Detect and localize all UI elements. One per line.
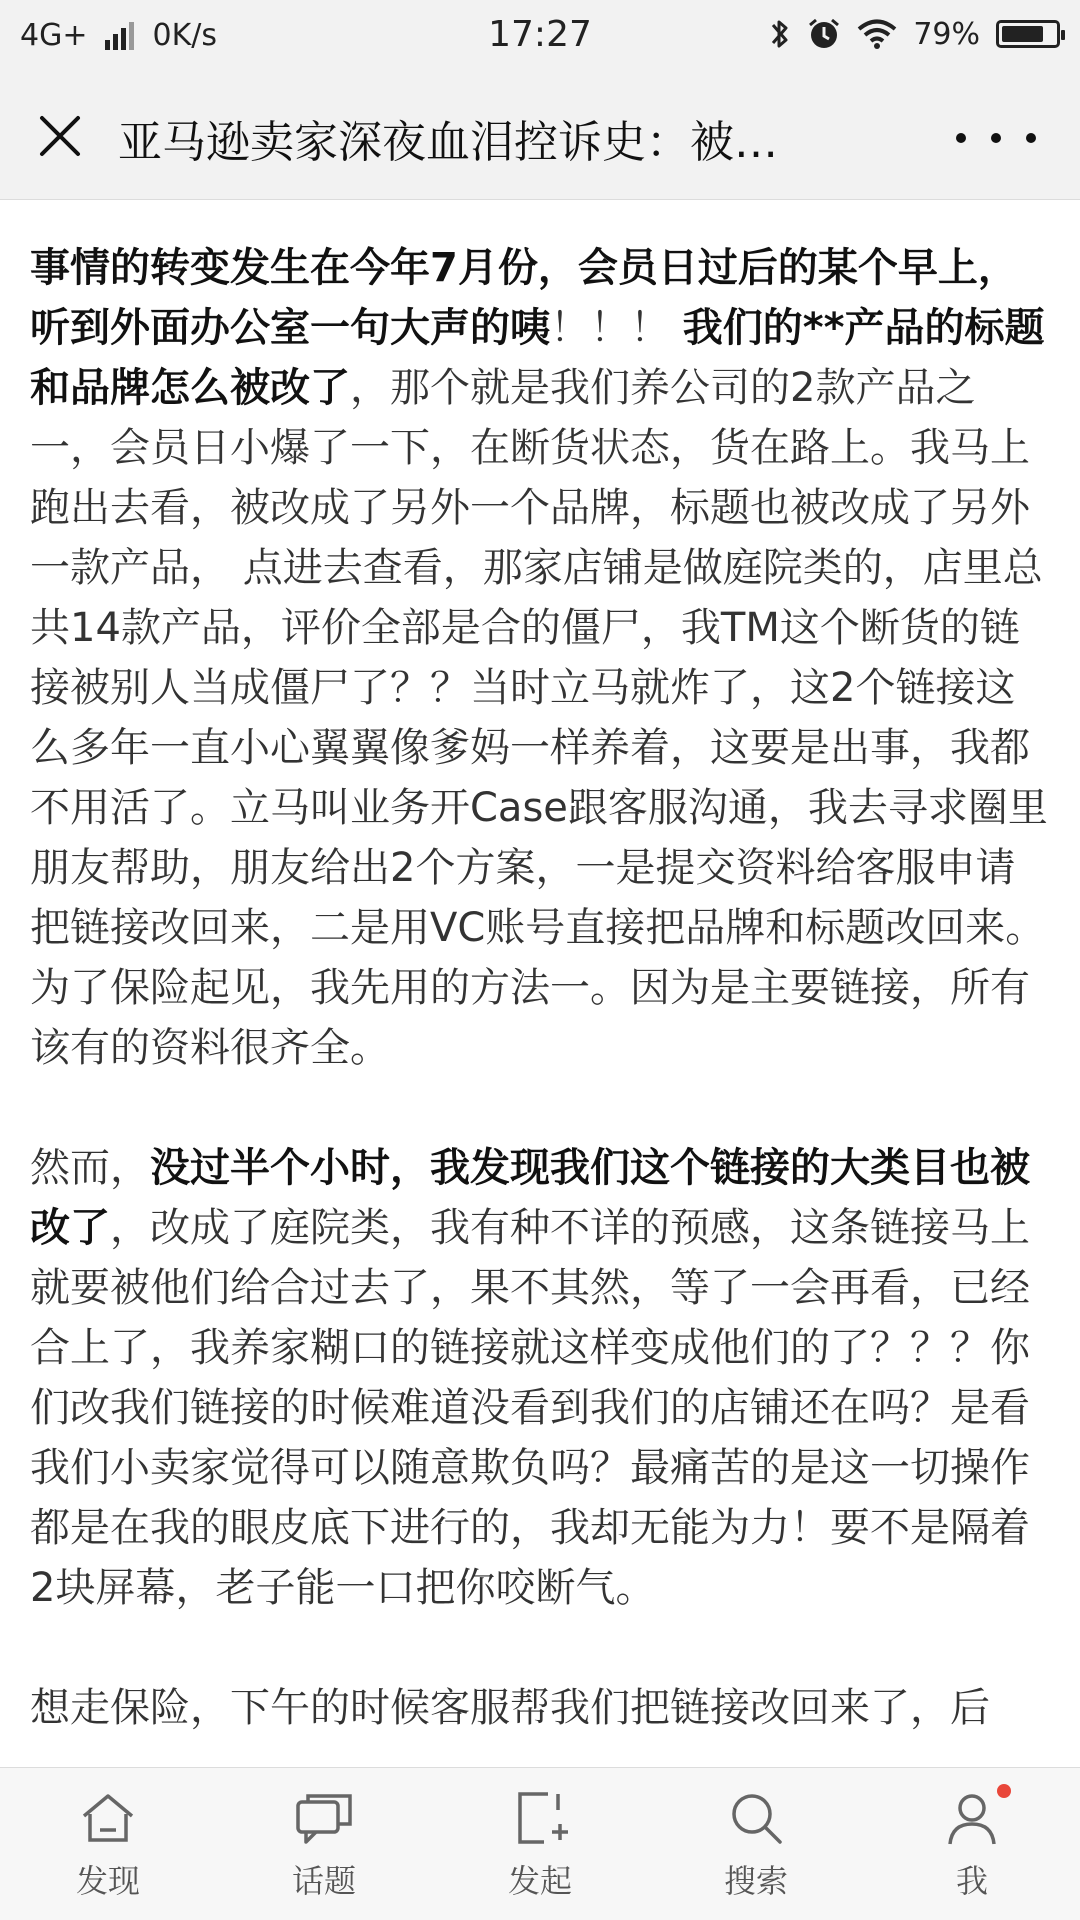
home-icon xyxy=(76,1786,140,1850)
tab-me[interactable] xyxy=(864,1768,1080,1920)
status-time: 17:27 xyxy=(488,14,592,55)
article-text-bold: 我们的**产品的标题和品牌怎么被改了 xyxy=(30,305,1045,411)
status-bar xyxy=(0,0,1080,76)
tab-label: 我 xyxy=(955,1862,988,1900)
article-text: 想走保险，下午的时候客服帮我们把链接改回来了，后 xyxy=(30,1685,990,1731)
article-text: 然而， xyxy=(30,1145,150,1191)
title-bar xyxy=(0,76,1080,200)
network-speed: 0K/s xyxy=(152,18,217,53)
more-icon-dot xyxy=(1026,133,1036,143)
page-title: 亚马逊卖家深夜血泪控诉史：被… xyxy=(118,117,778,168)
article-text-bold: 没过半个小时，我发现我们这个链接的大类目也被改了 xyxy=(30,1145,1030,1251)
notification-dot xyxy=(997,1784,1011,1798)
tab-label: 话题 xyxy=(291,1862,356,1900)
bluetooth-icon xyxy=(769,16,791,52)
article-text-bold: 事情的转变发生在今年7月份，会员日过后的某个早上，听到外面办公室一句大声的咦 xyxy=(30,245,1018,351)
battery-icon xyxy=(996,20,1060,48)
article-text: ，改成了庭院类，我有种不详的预感，这条链接马上就要被他们给合过去了，果不其然，等了一会再看，已经合上了，我养家糊口的链接就这样变成他们的了？？？你们改我们链接的时候难道没看到我们的店铺还在吗？是看我们小卖家觉得可以随意欺负吗？最痛苦的是这一切操作都是在我的眼皮底下进行的，我却无能为力！要不是隔着2块屏幕，老子能一口把你咬断气。 xyxy=(30,1205,1030,1611)
tab-compose[interactable] xyxy=(432,1768,648,1920)
tab-label: 搜索 xyxy=(723,1862,788,1900)
article-text: ，那个就是我们养公司的2款产品之一，会员日小爆了一下，在断货状态，货在路上。我马上跑出去看，被改成了另外一个品牌，标题也被改成了另外一款产品， 点进去查看，那家店铺是做庭院类的，店里总共14款产品，评价全部是合的僵尸，我TM这个断货的链接被别人当成僵尸了？？当时立马就炸了，这2个链接这么多年一直小心翼翼像爹妈一样养着，这要是出事，我都不用活了。立马叫业务开Case跟客服沟通，我去寻求圈里朋友帮助，朋友给出2个方案，一是提交资料给客服申请把链接改回来，二是用VC账号直接把品牌和标题改回来。为了保险起见，我先用的方法一。因为是主要链接，所有该有的资料很齐全。 xyxy=(30,365,1048,1071)
article-paragraph-3 xyxy=(30,1678,1055,1738)
tab-label: 发现 xyxy=(75,1862,140,1900)
close-button[interactable] xyxy=(28,104,92,168)
compose-icon xyxy=(508,1786,572,1850)
bottom-tab-bar xyxy=(0,1767,1080,1920)
chat-icon xyxy=(292,1786,356,1850)
user-icon xyxy=(940,1786,1004,1850)
wifi-icon xyxy=(857,18,897,50)
network-type: 4G+ xyxy=(20,18,88,53)
article-paragraph-2 xyxy=(30,1138,1055,1618)
more-icon-dot xyxy=(991,133,1001,143)
tab-discover[interactable] xyxy=(0,1768,216,1920)
close-icon xyxy=(38,114,82,158)
more-icon-dot xyxy=(956,133,966,143)
battery-fill xyxy=(1002,26,1043,42)
article-text: ！！！ xyxy=(550,305,683,351)
alarm-icon xyxy=(807,17,841,51)
tab-label: 发起 xyxy=(507,1862,572,1900)
article-content[interactable] xyxy=(30,200,1055,1770)
more-button[interactable] xyxy=(956,120,1036,156)
tab-topics[interactable] xyxy=(216,1768,432,1920)
status-right xyxy=(769,16,1060,52)
tab-search[interactable] xyxy=(648,1768,864,1920)
search-icon xyxy=(724,1786,788,1850)
battery-percent: 79% xyxy=(913,16,980,52)
article-paragraph-1 xyxy=(30,200,1055,1078)
